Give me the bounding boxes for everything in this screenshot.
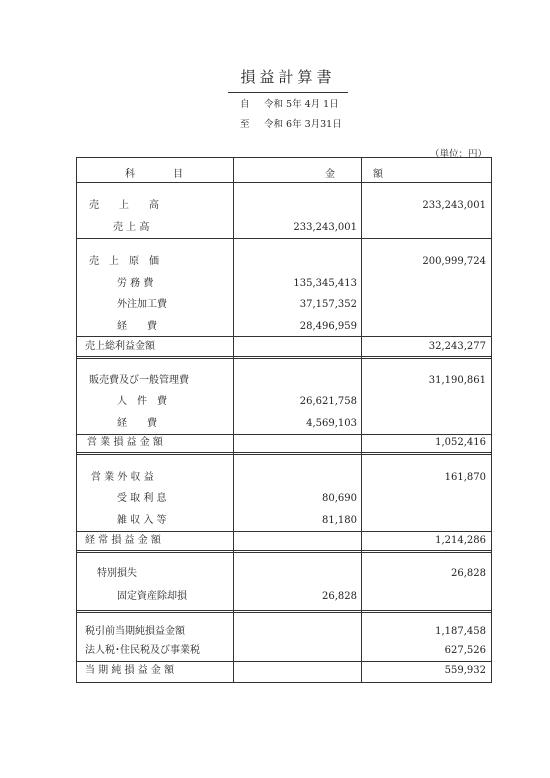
row-cogs-total: 200,999,724 [422,256,486,267]
header-amount: 金 額 [325,169,385,180]
row-extraordinary-label: 特別損失 [97,568,137,579]
period-from-date: 令和 5年 4月 1日 [264,99,339,110]
row-divider [77,356,491,359]
row-divider [77,238,491,239]
header-divider [77,182,491,183]
row-divider [77,452,491,455]
row-pretax-label: 税引前当期純損益金額 [85,626,185,637]
row-sga-total: 31,190,861 [428,375,486,386]
row-interest-amount: 80,690 [322,493,357,504]
row-divider [77,661,491,662]
row-personnel-label: 人 件 費 [117,396,167,407]
row-outsourcing-label: 外注加工費 [117,299,167,310]
row-taxes-total: 627,526 [444,645,486,656]
column-divider [361,182,362,682]
header-item: 科 目 [125,169,185,180]
row-sga-label: 販売費及び一般管理費 [89,375,189,386]
row-expense2-label: 経 費 [117,418,157,429]
row-divider [77,610,491,613]
row-personnel-amount: 26,621,758 [299,396,357,407]
row-ordinary-label: 経 常 損 益 金 額 [85,535,161,546]
row-sales-sub-label: 売 上 高 [113,222,150,233]
period-from [240,96,339,110]
row-pretax-total: 1,187,458 [435,626,486,637]
row-gross-profit-total: 32,243,277 [428,341,486,352]
period-to-date: 令和 6年 3月31日 [264,119,342,130]
row-misc-income-amount: 81,180 [322,515,357,526]
row-disposal-amount: 26,828 [322,591,357,602]
row-outsourcing-amount: 37,157,352 [299,299,357,310]
row-ordinary-total: 1,214,286 [435,535,486,546]
row-expense2-amount: 4,569,103 [306,418,357,429]
row-expense1-label: 経 費 [117,321,157,332]
income-statement-table [76,157,492,683]
row-sales-total: 233,243,001 [422,200,486,211]
row-net-total: 559,932 [444,665,486,676]
row-labor-label: 労 務 費 [117,278,154,289]
row-interest-label: 受 取 利 息 [117,493,167,504]
row-cogs-label: 売 上 原 価 [89,256,159,267]
period-from-label: 自 [240,99,250,110]
unit-note: （単位：円） [429,149,487,160]
row-sales-sub-amount: 233,243,001 [293,222,357,233]
row-extraordinary-total: 26,828 [451,568,486,579]
row-gross-profit-label: 売上総利益金額 [85,341,155,352]
row-labor-amount: 135,345,413 [293,278,357,289]
row-expense1-amount: 28,496,959 [299,321,357,332]
row-taxes-label: 法人税･住民税及び事業税 [85,645,200,656]
row-operating-label: 営 業 損 益 金 額 [87,437,163,448]
row-divider [77,336,491,337]
row-operating-total: 1,052,416 [435,437,486,448]
row-non-op-income-total: 161,870 [444,472,486,483]
row-divider [77,531,491,532]
row-non-op-income-label: 営 業 外 収 益 [91,472,154,483]
row-disposal-label: 固定資産除却損 [117,591,187,602]
row-net-label: 当 期 純 損 益 金 額 [85,665,175,676]
row-divider [77,434,491,435]
row-divider [77,550,491,553]
period-to [240,116,342,130]
row-misc-income-label: 雑 収 入 等 [117,515,167,526]
row-sales-label: 売 上 高 [89,200,159,211]
document-title: 損益計算書 [228,66,348,93]
period-to-label: 至 [240,119,250,130]
column-divider [233,158,234,682]
